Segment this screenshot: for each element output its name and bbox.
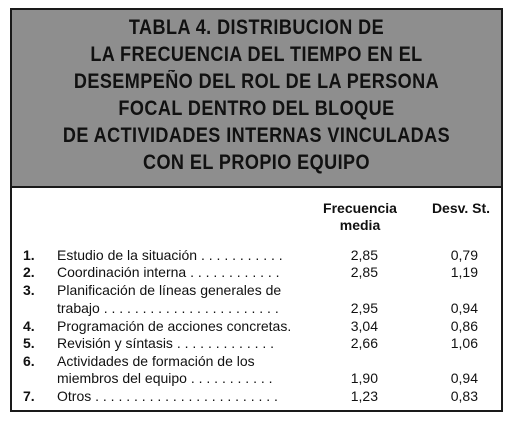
row-2-media: 2,85 <box>350 264 378 280</box>
row-3-media: 2,95 <box>350 300 378 316</box>
header-frecuencia <box>318 200 402 234</box>
row-5-number: 5. <box>23 335 35 351</box>
row-5-media: 2,66 <box>350 335 378 351</box>
row-7-desv: 0,83 <box>450 388 478 404</box>
row-6-number: 6. <box>23 353 35 369</box>
row-1-media: 2,85 <box>350 247 378 263</box>
row-4-media: 3,04 <box>350 318 378 334</box>
row-2-label: Coordinación interna . . . . . . . . . . . . <box>57 264 280 280</box>
table-frame <box>10 8 503 412</box>
title-line-4: FOCAL DENTRO DEL BLOQUE <box>118 97 395 120</box>
row-6-label-line2: miembros del equipo . . . . . . . . . . . <box>57 370 273 386</box>
header-frecuencia-line1: Frecuencia <box>323 200 397 216</box>
row-4-label: Programación de acciones concretas. <box>57 318 292 334</box>
row-3-desv: 0,94 <box>450 300 478 316</box>
header-desv-st: Desv. St. <box>431 200 491 216</box>
row-6-label-line1: Actividades de formación de los <box>57 353 255 369</box>
title-line-2: LA FRECUENCIA DEL TIEMPO EN EL <box>90 43 423 66</box>
title-line-5: DE ACTIVIDADES INTERNAS VINCULADAS <box>62 124 451 147</box>
row-3-label-line1: Planificación de líneas generales de <box>57 282 282 298</box>
row-2-desv: 1,19 <box>450 264 478 280</box>
row-5-label: Revisión y síntasis . . . . . . . . . . . . . <box>57 335 275 351</box>
header-frecuencia-line2: media <box>339 217 381 233</box>
row-1-desv: 0,79 <box>450 247 478 263</box>
title-line-3: DESEMPEÑO DEL ROL DE LA PERSONA <box>73 70 440 93</box>
row-3-number: 3. <box>23 282 35 298</box>
title-line-6: CON EL PROPIO EQUIPO <box>142 151 371 174</box>
row-1-number: 1. <box>23 247 35 263</box>
row-7-label: Otros . . . . . . . . . . . . . . . . . . . . . . . . <box>57 388 278 404</box>
row-3-label-line2: trabajo . . . . . . . . . . . . . . . . . . . . . . . <box>57 300 279 316</box>
row-4-number: 4. <box>23 318 35 334</box>
row-7-media: 1,23 <box>350 388 378 404</box>
row-5-desv: 1,06 <box>450 335 478 351</box>
row-2-number: 2. <box>23 264 35 280</box>
title-line-1: TABLA 4. DISTRIBUCION DE <box>128 16 385 39</box>
row-1-label: Estudio de la situación . . . . . . . . . . . <box>57 247 283 263</box>
row-7-number: 7. <box>23 388 35 404</box>
title-band <box>12 10 501 188</box>
row-6-desv: 0,94 <box>450 370 478 386</box>
row-4-desv: 0,86 <box>450 318 478 334</box>
row-6-media: 1,90 <box>350 370 378 386</box>
